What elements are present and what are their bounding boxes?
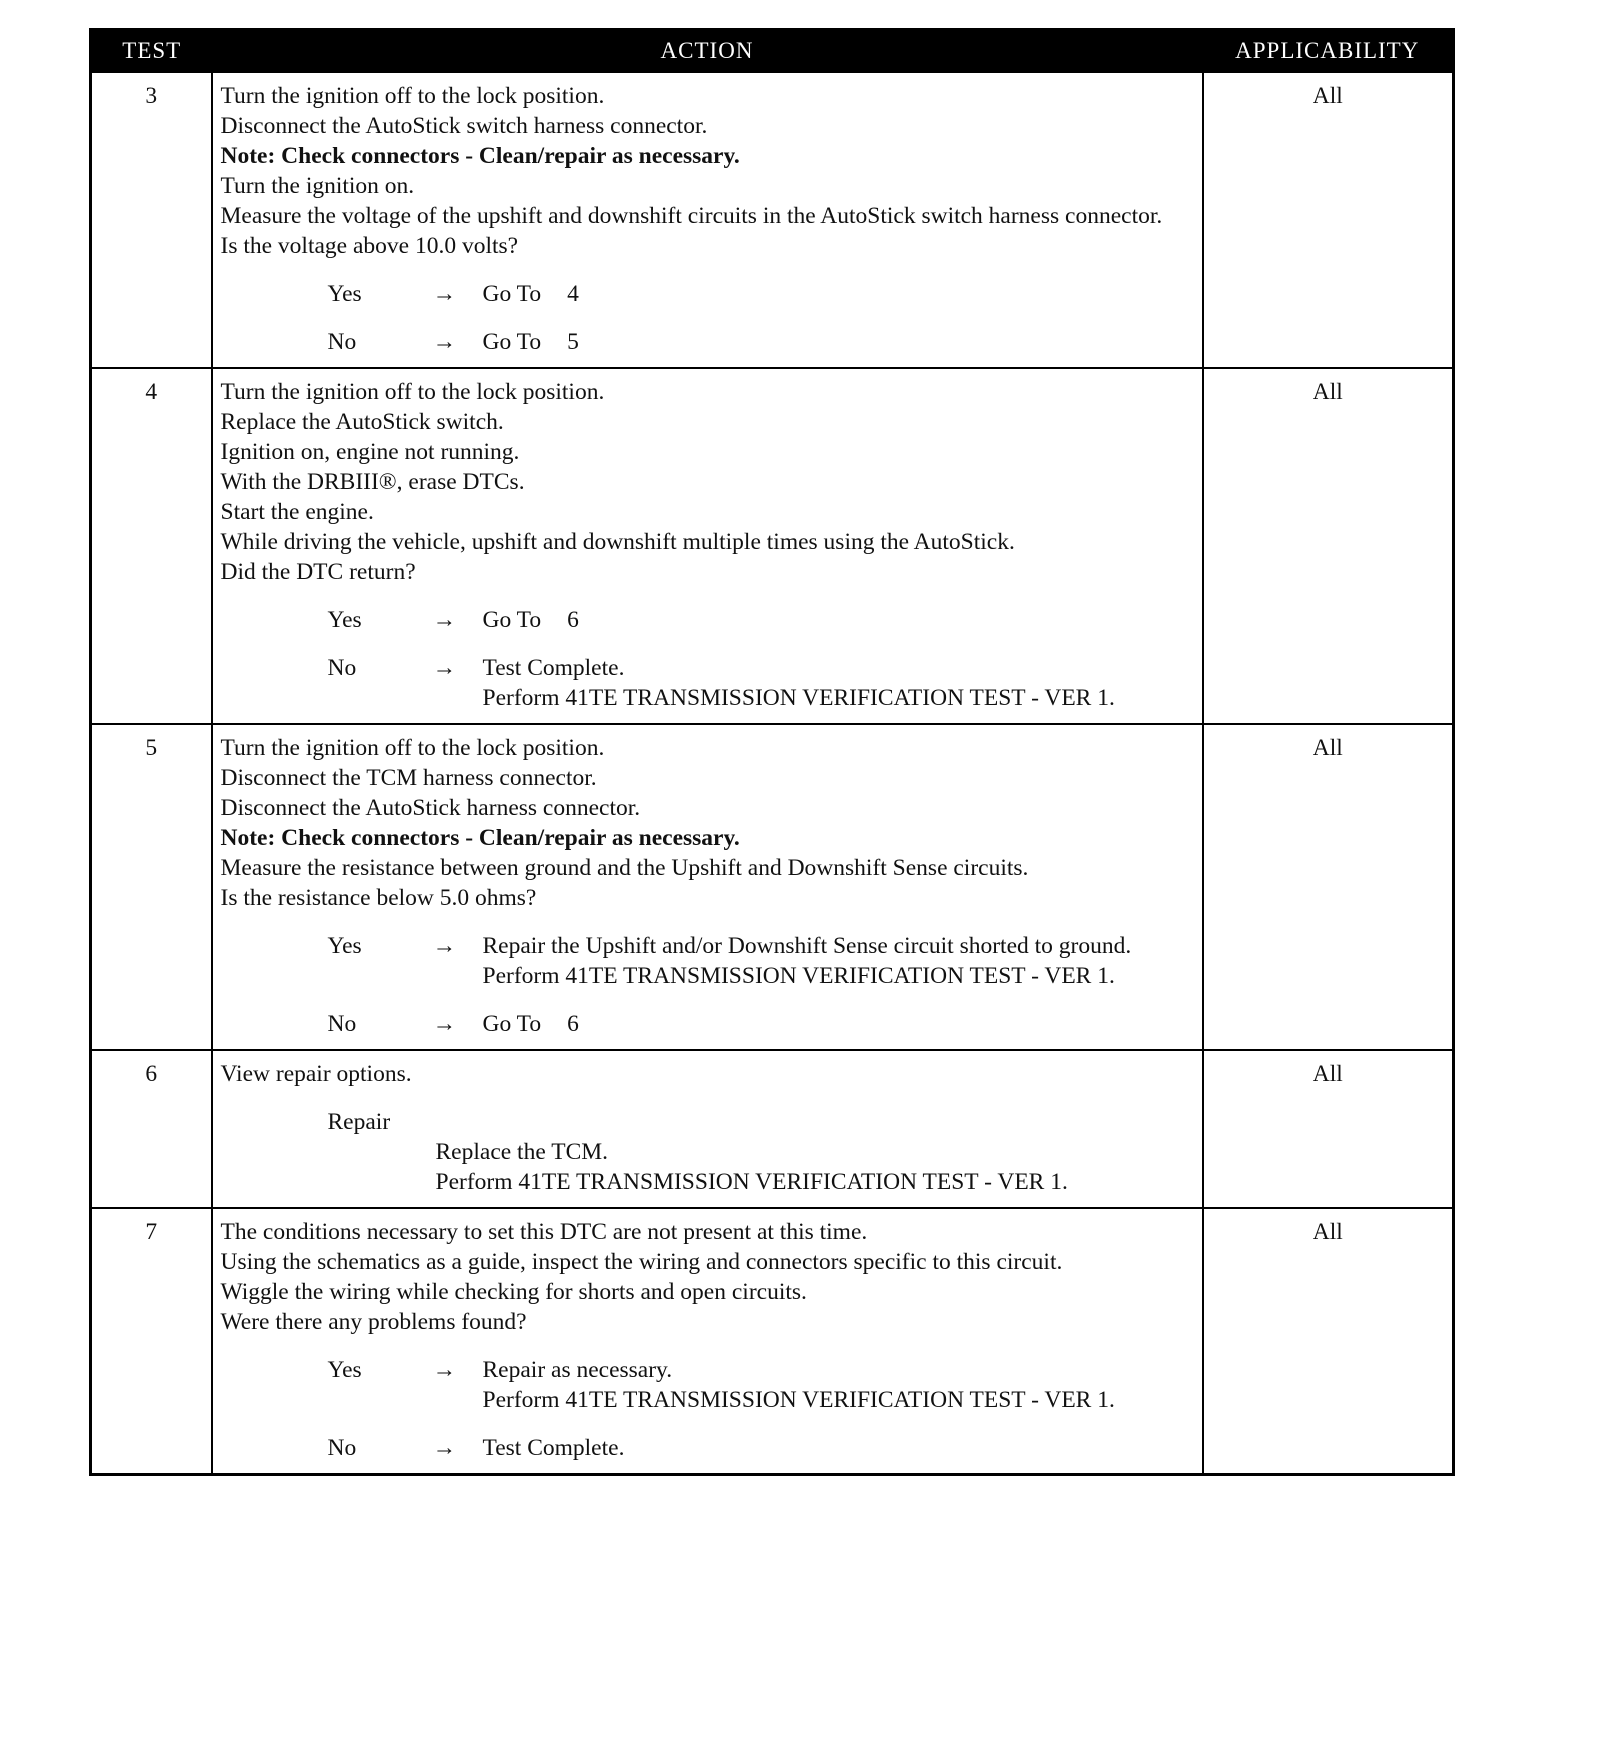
branch-label: Yes xyxy=(327,281,362,307)
action-line: Measure the resistance between ground and the Upshift and Downshift Sense circuits. xyxy=(220,855,1029,881)
arrow-right-icon: → xyxy=(432,655,456,681)
applicability-cell: All xyxy=(1203,1208,1454,1475)
action-line: Turn the ignition off to the lock position. xyxy=(220,83,605,109)
result-line: Repair as necessary. xyxy=(482,1357,673,1383)
branch-label: Yes xyxy=(327,607,362,633)
action-cell xyxy=(212,72,1203,368)
action-cell xyxy=(212,1050,1203,1208)
header-action: ACTION xyxy=(212,30,1203,73)
goto-target: 6 xyxy=(567,607,579,633)
header-row xyxy=(91,30,1454,73)
result-line: Repair the Upshift and/or Downshift Sense circuit shorted to ground. xyxy=(482,933,1132,959)
goto-target: 6 xyxy=(567,1011,579,1037)
header-test: TEST xyxy=(91,30,212,73)
branch-result xyxy=(483,653,1194,713)
action-line: Ignition on, engine not running. xyxy=(220,439,520,465)
test-row-4 xyxy=(91,368,1454,724)
arrow-right-icon: → xyxy=(432,329,456,355)
action-question: Were there any problems found? xyxy=(220,1309,527,1335)
goto-text: Go To xyxy=(482,329,542,355)
branch-no xyxy=(221,1433,1194,1463)
action-cell xyxy=(212,1208,1203,1475)
action-question: Is the resistance below 5.0 ohms? xyxy=(220,885,537,911)
goto-target: 4 xyxy=(567,281,579,307)
action-note: Note: Check connectors - Clean/repair as necessary. xyxy=(220,143,740,169)
branch-result xyxy=(483,1355,1194,1415)
test-number: 3 xyxy=(91,72,212,368)
result-line: Perform 41TE TRANSMISSION VERIFICATION TEST - VER 1. xyxy=(482,685,1115,711)
test-number: 7 xyxy=(91,1208,212,1475)
repair-line: Replace the TCM. xyxy=(435,1139,609,1165)
action-line: View repair options. xyxy=(220,1061,412,1087)
branch-goto xyxy=(483,1009,1194,1039)
action-question: Is the voltage above 10.0 volts? xyxy=(220,233,519,259)
test-number: 4 xyxy=(91,368,212,724)
action-line: Disconnect the AutoStick harness connector. xyxy=(220,795,641,821)
action-line: The conditions necessary to set this DTC are not present at this time. xyxy=(220,1219,868,1245)
branch-label: No xyxy=(327,1011,357,1037)
test-row-6 xyxy=(91,1050,1454,1208)
branch-label: No xyxy=(327,1435,357,1461)
applicability-cell: All xyxy=(1203,1050,1454,1208)
result-line: Perform 41TE TRANSMISSION VERIFICATION TEST - VER 1. xyxy=(482,1387,1115,1413)
result-line: Test Complete. xyxy=(482,655,625,681)
branch-yes xyxy=(221,279,1194,309)
action-line: While driving the vehicle, upshift and downshift multiple times using the AutoStick. xyxy=(220,529,1015,555)
action-line: With the DRBIII®, erase DTCs. xyxy=(220,469,525,495)
action-line: Turn the ignition on. xyxy=(220,173,415,199)
action-line: Disconnect the TCM harness connector. xyxy=(220,765,597,791)
branch-label: Yes xyxy=(327,933,362,959)
action-line: Replace the AutoStick switch. xyxy=(220,409,504,435)
header-applicability: APPLICABILITY xyxy=(1203,30,1454,73)
repair-label: Repair xyxy=(327,1109,391,1135)
branch-label: No xyxy=(327,329,357,355)
arrow-right-icon: → xyxy=(432,607,456,633)
action-cell xyxy=(212,368,1203,724)
branch-goto xyxy=(483,605,1194,635)
test-number: 5 xyxy=(91,724,212,1050)
action-line: Measure the voltage of the upshift and downshift circuits in the AutoStick switch harness connector. xyxy=(220,203,1163,229)
applicability-cell: All xyxy=(1203,724,1454,1050)
branch-yes xyxy=(221,931,1194,991)
action-line: Disconnect the AutoStick switch harness connector. xyxy=(220,113,708,139)
test-row-5 xyxy=(91,724,1454,1050)
test-row-7 xyxy=(91,1208,1454,1475)
branch-yes xyxy=(221,605,1194,635)
action-line: Wiggle the wiring while checking for shorts and open circuits. xyxy=(220,1279,807,1305)
action-note: Note: Check connectors - Clean/repair as necessary. xyxy=(220,825,740,851)
applicability-cell: All xyxy=(1203,368,1454,724)
test-number: 6 xyxy=(91,1050,212,1208)
branch-no xyxy=(221,1009,1194,1039)
goto-text: Go To xyxy=(482,1011,542,1037)
branch-label: No xyxy=(327,655,357,681)
branch-goto xyxy=(483,327,1194,357)
repair-line: Perform 41TE TRANSMISSION VERIFICATION TEST - VER 1. xyxy=(435,1169,1068,1195)
branch-result xyxy=(483,931,1194,991)
branch-goto xyxy=(483,279,1194,309)
branch-result xyxy=(483,1433,1194,1463)
action-line: Using the schematics as a guide, inspect the wiring and connectors specific to this circuit. xyxy=(220,1249,1063,1275)
arrow-right-icon: → xyxy=(432,1435,456,1461)
arrow-right-icon: → xyxy=(432,933,456,959)
arrow-right-icon: → xyxy=(432,1011,456,1037)
arrow-right-icon: → xyxy=(432,1357,456,1383)
test-row-3 xyxy=(91,72,1454,368)
branch-label: Yes xyxy=(327,1357,362,1383)
diagnostic-table xyxy=(89,28,1455,1476)
action-cell xyxy=(212,724,1203,1050)
applicability-cell: All xyxy=(1203,72,1454,368)
branch-yes xyxy=(221,1355,1194,1415)
branch-no xyxy=(221,653,1194,713)
action-line: Start the engine. xyxy=(220,499,374,525)
action-question: Did the DTC return? xyxy=(220,559,416,585)
arrow-right-icon: → xyxy=(432,281,456,307)
goto-text: Go To xyxy=(482,607,542,633)
result-line: Perform 41TE TRANSMISSION VERIFICATION TEST - VER 1. xyxy=(482,963,1115,989)
goto-text: Go To xyxy=(482,281,542,307)
action-line: Turn the ignition off to the lock position. xyxy=(220,379,605,405)
branch-no xyxy=(221,327,1194,357)
diagnostic-page xyxy=(89,28,1452,1476)
result-line: Test Complete. xyxy=(482,1435,625,1461)
action-line: Turn the ignition off to the lock position. xyxy=(220,735,605,761)
goto-target: 5 xyxy=(567,329,579,355)
repair-options xyxy=(221,1107,1194,1197)
